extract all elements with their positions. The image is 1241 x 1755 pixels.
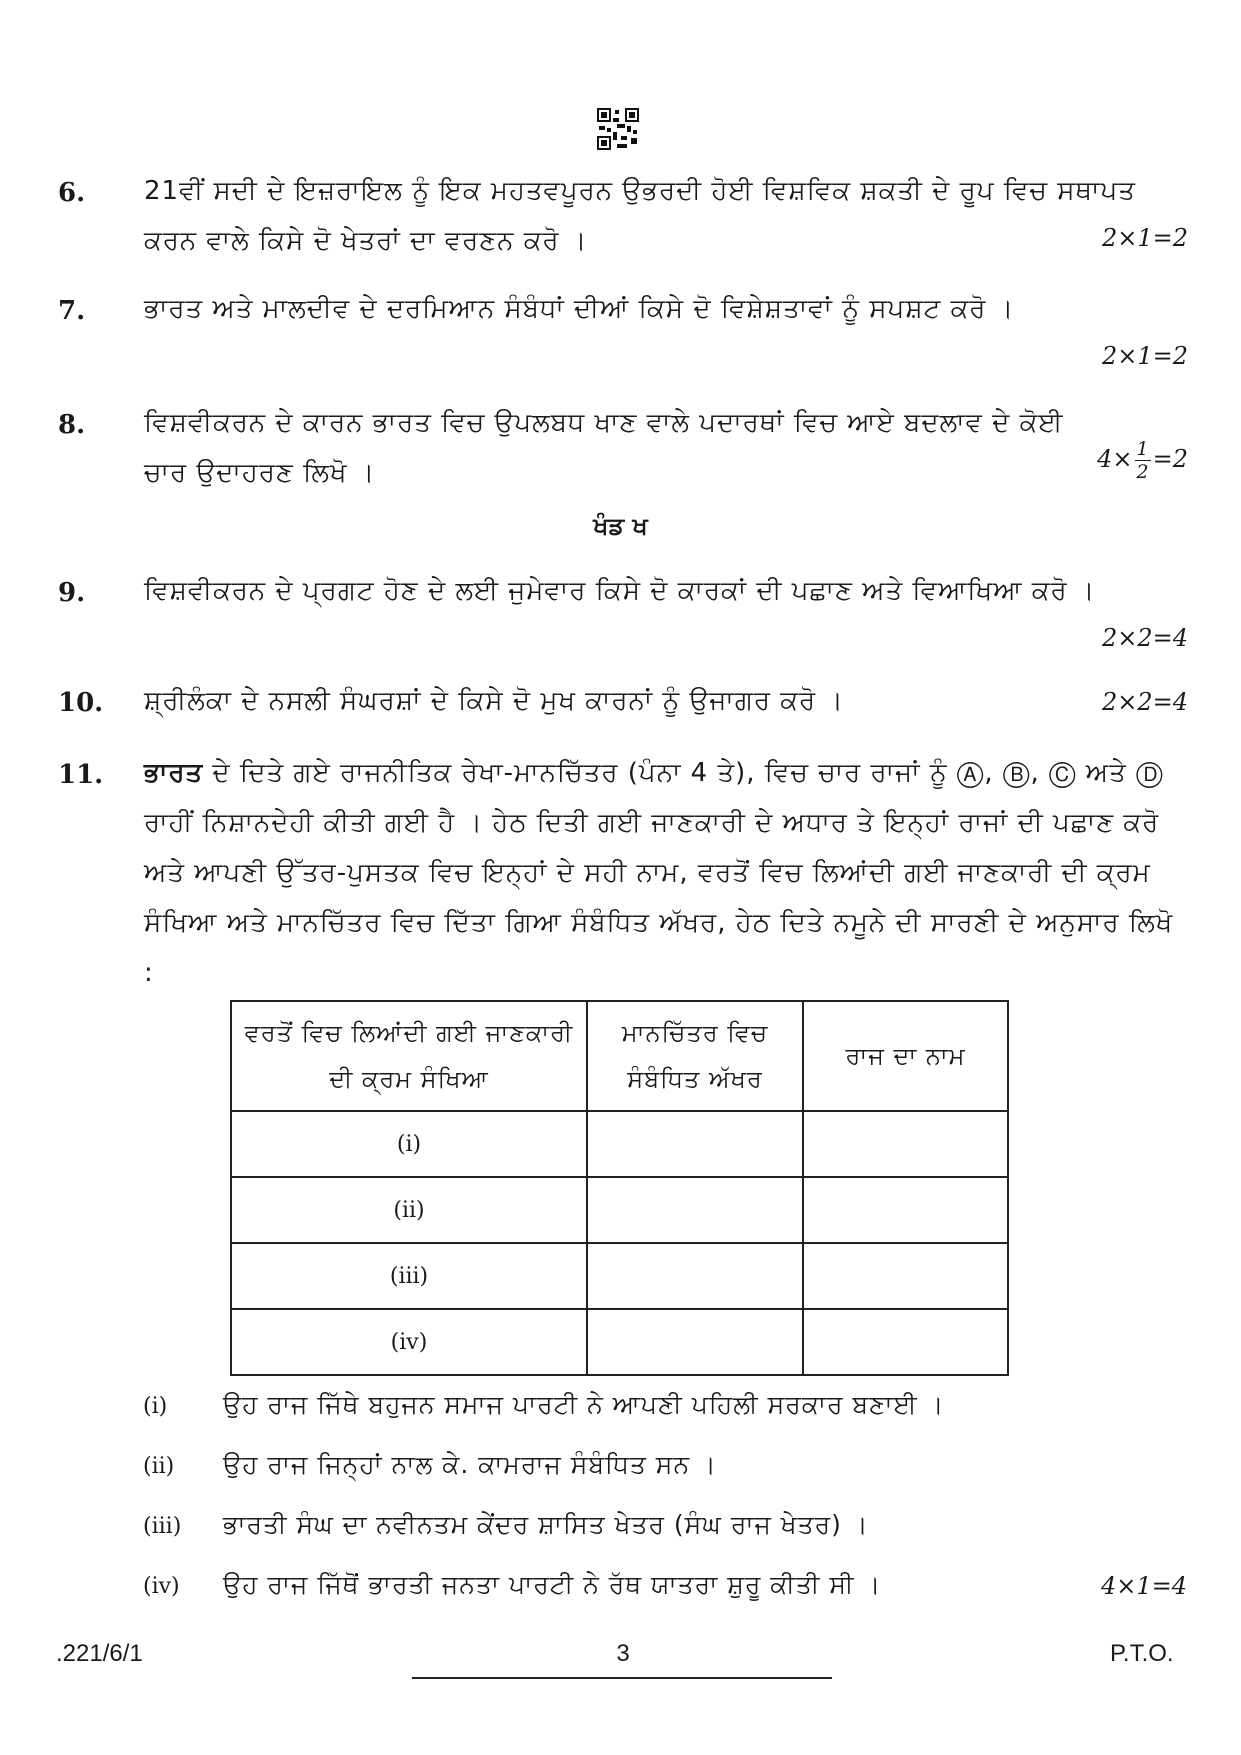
table-cell-empty [803,1243,1008,1309]
table-header-row [231,1001,1008,1111]
question-number: 9. [58,578,86,608]
marks [1097,438,1188,483]
table-cell-empty [587,1243,803,1309]
footer-divider [412,1677,832,1679]
question-number: 7. [58,296,86,326]
section-heading: ਖੰਡ ਖ [593,512,648,540]
marks-prefix: 4× [1097,445,1133,473]
page-number: 3 [616,1640,630,1667]
table-header: ਮਾਨਚਿੱਤਰ ਵਿਚ ਸੰਬੰਧਿਤ ਅੱਖਰ [587,1001,803,1111]
question-text: ਵਿਸ਼ਵੀਕਰਨ ਦੇ ਪ੍ਰਗਟ ਹੋਣ ਦੇ ਲਈ ਜੁਮੇਵਾਰ ਕਿਸੇ ਦੋ ਕਾਰਕਾਂ ਦੀ ਪਛਾਣ ਅਤੇ ਵਿਆਖਿਆ ਕਰੋ । [144,576,1096,606]
please-turn-over: P.T.O. [1110,1640,1174,1667]
table-cell-empty [587,1111,803,1177]
table-header: ਰਾਜ ਦਾ ਨਾਮ [803,1001,1008,1111]
question-bold-lead: ਭਾਰਤ [144,758,204,788]
marks: 2×1=2 [1101,224,1188,252]
table-row [231,1309,1008,1375]
qr-code-icon [597,108,639,150]
table-row [231,1243,1008,1309]
marks: 2×2=4 [1101,688,1188,716]
question-text: ਭਾਰਤ ਅਤੇ ਮਾਲਦੀਵ ਦੇ ਦਰਮਿਆਨ ਸੰਬੰਧਾਂ ਦੀਆਂ ਕਿਸੇ ਦੋ ਵਿਸ਼ੇਸ਼ਤਾਵਾਂ ਨੂੰ ਸਪਸ਼ਟ ਕਰੋ । [144,294,1015,324]
table-cell-empty [803,1309,1008,1375]
fraction [1135,438,1151,483]
table-cell: (iii) [231,1243,587,1309]
list-item-number: (ii) [143,1454,175,1479]
marks-suffix: =2 [1152,445,1188,473]
list-item-number: (i) [143,1394,168,1419]
list-item-number: (iv) [143,1574,180,1599]
marks: 2×1=2 [1101,342,1188,370]
table-header: ਵਰਤੋਂ ਵਿਚ ਲਿਆਂਦੀ ਗਈ ਜਾਣਕਾਰੀ ਦੀ ਕ੍ਰਮ ਸੰਖਿਆ [231,1001,587,1111]
table-cell-empty [803,1177,1008,1243]
question-number: 10. [58,688,104,718]
list-item-number: (iii) [143,1514,182,1539]
table-cell: (ii) [231,1177,587,1243]
paper-code: .221/6/1 [56,1640,143,1667]
table-cell-empty [803,1111,1008,1177]
question-text [144,748,1180,998]
table-row [231,1177,1008,1243]
table-cell: (iv) [231,1309,587,1375]
marks: 2×2=4 [1101,624,1188,652]
table-cell: (i) [231,1111,587,1177]
table-cell-empty [587,1177,803,1243]
question-number: 11. [58,760,104,790]
list-item-text: ਉਹ ਰਾਜ ਜਿੱਥੋਂ ਭਾਰਤੀ ਜਨਤਾ ਪਾਰਟੀ ਨੇ ਰੱਥ ਯਾਤਰਾ ਸ਼ੁਰੂ ਕੀਤੀ ਸੀ । [223,1570,882,1599]
list-item-text: ਉਹ ਰਾਜ ਜਿਨ੍ਹਾਂ ਨਾਲ ਕੇ. ਕਾਮਰਾਜ ਸੰਬੰਧਿਤ ਸਨ । [223,1450,717,1479]
table-row [231,1111,1008,1177]
question-body: ਦੇ ਦਿਤੇ ਗਏ ਰਾਜਨੀਤਿਕ ਰੇਖਾ-ਮਾਨਚਿੱਤਰ (ਪੰਨਾ 4 ਤੇ), ਵਿਚ ਚਾਰ ਰਾਜਾਂ ਨੂੰ Ⓐ, Ⓑ, Ⓒ ਅਤੇ Ⓓ ਰਾਹੀਂ ਨਿਸ਼ਾਨਦੇਹੀ ਕੀਤੀ ਗਈ ਹੈ । ਹੇਠ ਦਿਤੀ ਗਈ ਜਾਣਕਾਰੀ ਦੇ ਅਧਾਰ ਤੇ ਇਨ੍ਹਾਂ ਰਾਜਾਂ ਦੀ ਪਛਾਣ ਕਰੋ ਅਤੇ ਆਪਣੀ ਉੱਤਰ-ਪੁਸਤਕ ਵਿਚ ਇਨ੍ਹਾਂ ਦੇ ਸਹੀ ਨਾਮ, ਵਰਤੋਂ ਵਿਚ ਲਿਆਂਦੀ ਗਈ ਜਾਣਕਾਰੀ ਦੀ ਕ੍ਰਮ ਸੰਖਿਆ ਅਤੇ ਮਾਨਚਿੱਤਰ ਵਿਚ ਦਿੱਤਾ ਗਿਆ ਸੰਬੰਧਿਤ ਅੱਖਰ, ਹੇਠ ਦਿਤੇ ਨਮੂਨੇ ਦੀ ਸਾਰਣੀ ਦੇ ਅਨੁਸਾਰ ਲਿਖੋ : [144,758,1174,988]
table-cell-empty [587,1309,803,1375]
list-item-text: ਉਹ ਰਾਜ ਜਿੱਥੇ ਬਹੁਜਨ ਸਮਾਜ ਪਾਰਟੀ ਨੇ ਆਪਣੀ ਪਹਿਲੀ ਸਰਕਾਰ ਬਣਾਈ । [223,1390,945,1419]
question-text: 21ਵੀਂ ਸਦੀ ਦੇ ਇਜ਼ਰਾਇਲ ਨੂੰ ਇਕ ਮਹਤਵਪੂਰਨ ਉਭਰਦੀ ਹੋਈ ਵਿਸ਼ਵਿਕ ਸ਼ਕਤੀ ਦੇ ਰੂਪ ਵਿਚ ਸਥਾਪਤ ਕਰਨ ਵਾਲੇ ਕਿਸੇ ਦੋ ਖੇਤਰਾਂ ਦਾ ਵਰਣਨ ਕਰੋ । [144,176,1136,256]
marks: 4×1=4 [1100,1572,1187,1600]
answer-format-table [230,1000,1009,1376]
fraction-denominator: 2 [1136,461,1149,483]
question-text: ਵਿਸ਼ਵੀਕਰਨ ਦੇ ਕਾਰਨ ਭਾਰਤ ਵਿਚ ਉਪਲਬਧ ਖਾਣ ਵਾਲੇ ਪਦਾਰਥਾਂ ਵਿਚ ਆਏ ਬਦਲਾਵ ਦੇ ਕੋਈ ਚਾਰ ਉਦਾਹਰਣ ਲਿਖੋ । [144,408,1064,488]
question-number: 8. [58,410,86,440]
question-number: 6. [58,178,86,208]
fraction-numerator: 1 [1136,438,1149,460]
question-text: ਸ਼੍ਰੀਲੰਕਾ ਦੇ ਨਸਲੀ ਸੰਘਰਸ਼ਾਂ ਦੇ ਕਿਸੇ ਦੋ ਮੁਖ ਕਾਰਨਾਂ ਨੂੰ ਉਜਾਗਰ ਕਰੋ । [144,686,844,716]
list-item-text: ਭਾਰਤੀ ਸੰਘ ਦਾ ਨਵੀਨਤਮ ਕੇਂਦਰ ਸ਼ਾਸਿਤ ਖੇਤਰ (ਸੰਘ ਰਾਜ ਖੇਤਰ) । [223,1510,869,1539]
